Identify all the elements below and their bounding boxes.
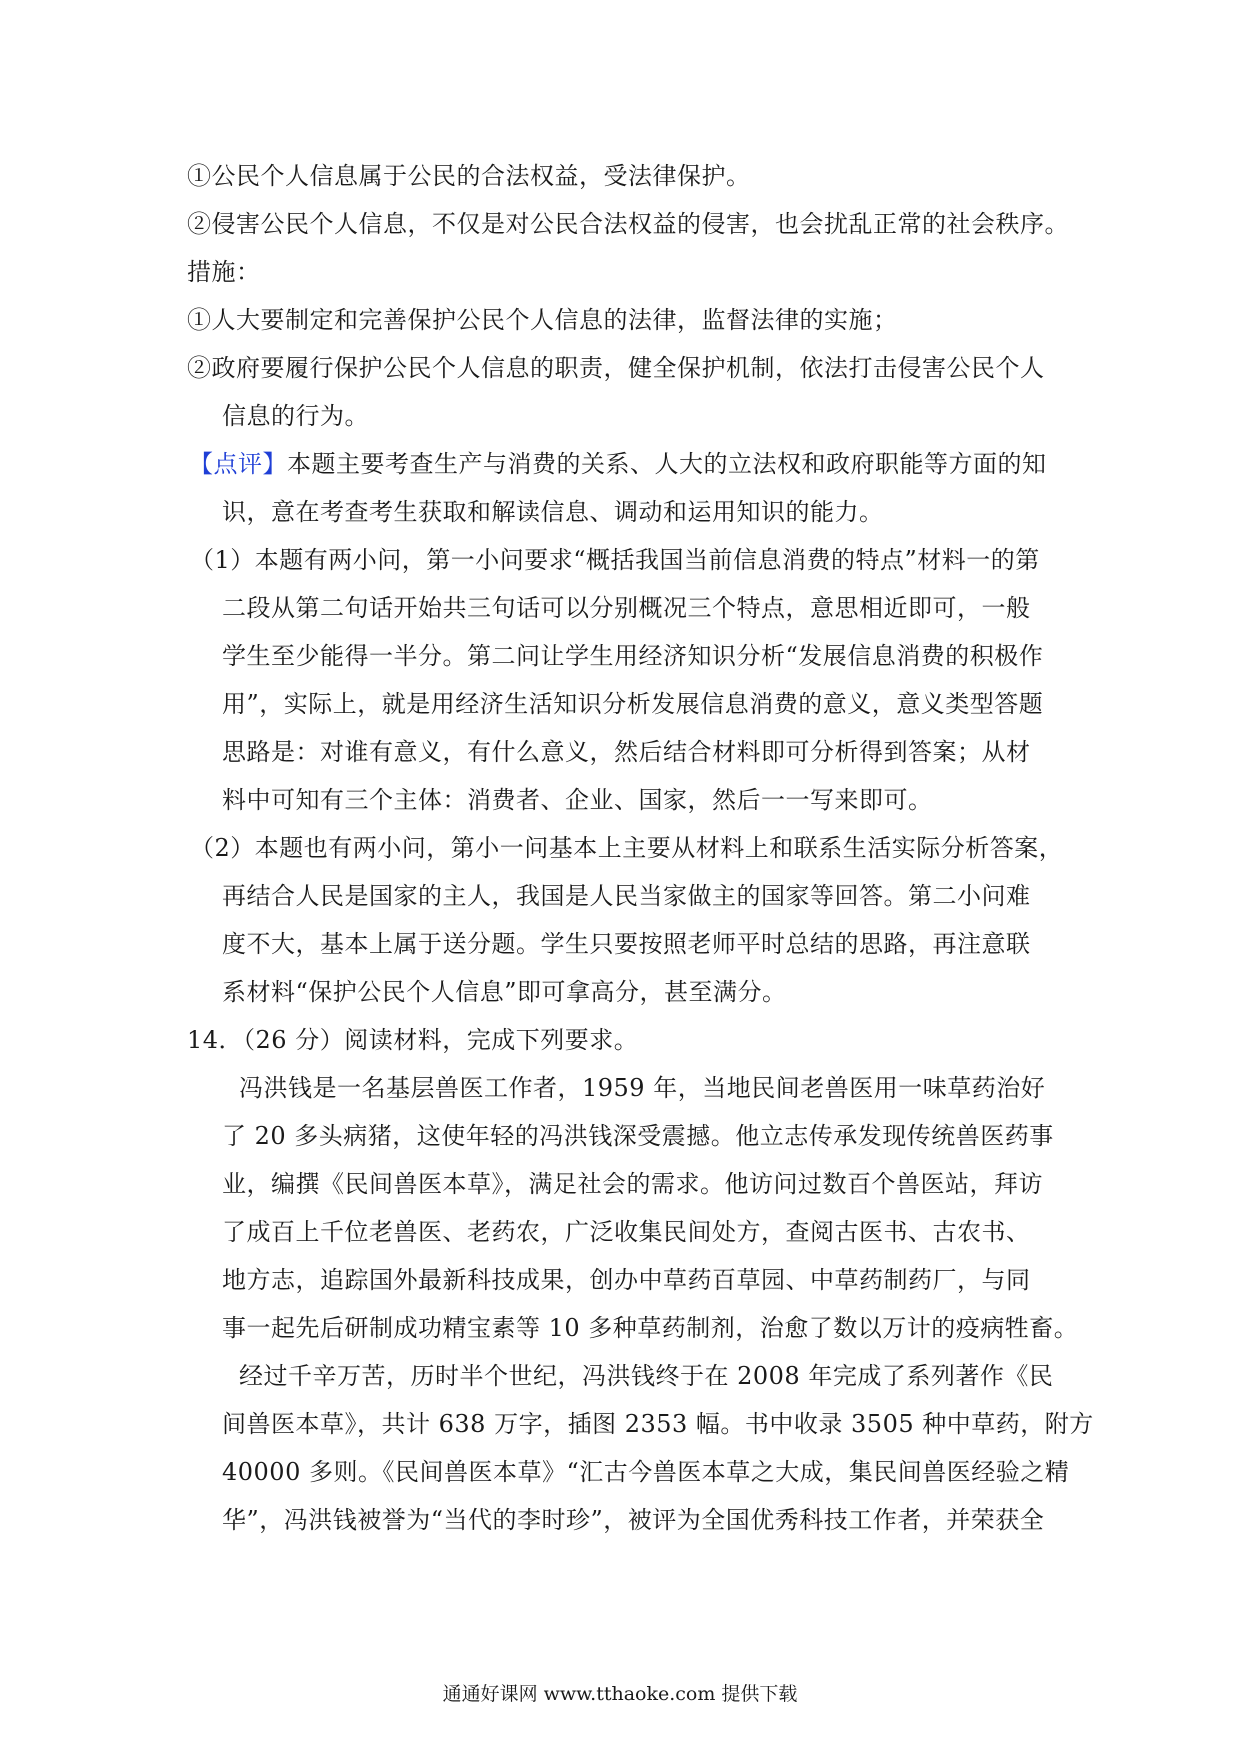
text-line: ①公民个人信息属于公民的合法权益，受法律保护。 [187,162,751,190]
text-line: 信息的行为。 [222,402,369,430]
text-line: 料中可知有三个主体：消费者、企业、国家，然后一一写来即可。 [222,786,933,814]
text-line: ②政府要履行保护公民个人信息的职责，健全保护机制，依法打击侵害公民个人 [187,354,1045,382]
text-line: 业，编撰《民间兽医本草》，满足社会的需求。他访问过数百个兽医站，拜访 [222,1170,1043,1198]
page-footer: 通通好课网 www.tthaoke.com 提供下载 [442,1683,798,1705]
text-line: 华”，冯洪钱被誉为“当代的李时珍”，被评为全国优秀科技工作者，并荣获全 [222,1506,1045,1534]
text-line: （2）本题也有两小问，第小一问基本上主要从材料上和联系生活实际分析答案， [190,834,1064,862]
text-line: ①人大要制定和完善保护公民个人信息的法律，监督法律的实施； [187,306,898,334]
text-line: （1）本题有两小问，第一小问要求“概括我国当前信息消费的特点”材料一的第 [190,546,1040,574]
text-line: 二段从第二句话开始共三句话可以分别概况三个特点，意思相近即可，一般 [222,594,1031,622]
text-line: 了成百上千位老兽医、老药农，广泛收集民间处方，查阅古医书、古农书、 [222,1218,1031,1246]
comment-text: 本题主要考查生产与消费的关系、人大的立法权和政府职能等方面的知 [287,450,1047,478]
text-line: 用”，实际上，就是用经济生活知识分析发展信息消费的意义，意义类型答题 [222,690,1044,718]
text-line: ②侵害公民个人信息，不仅是对公民合法权益的侵害，也会扰乱正常的社会秩序。 [187,210,1069,238]
text-line: 经过千辛万苦，历时半个世纪，冯洪钱终于在 2008 年完成了系列著作《民 [239,1362,1054,1390]
comment-label: 【点评】 [189,450,287,478]
text-line: 识，意在考查考生获取和解读信息、调动和运用知识的能力。 [222,498,884,526]
text-line: 冯洪钱是一名基层兽医工作者，1959 年，当地民间老兽医用一味草药治好 [239,1074,1046,1102]
text-line: 再结合人民是国家的主人，我国是人民当家做主的国家等回答。第二小问难 [222,882,1031,910]
text-line: 措施： [187,258,261,286]
text-line: 事一起先后研制成功精宝素等 10 多种草药制剂，治愈了数以万计的疫病牲畜。 [222,1314,1079,1342]
comment-line [189,449,1047,479]
text-line: 系材料“保护公民个人信息”即可拿高分，甚至满分。 [222,978,787,1006]
text-line: 了 20 多头病猪，这使年轻的冯洪钱深受震撼。他立志传承发现传统兽医药事 [222,1122,1054,1150]
text-line: 40000 多则。《民间兽医本草》“汇古今兽医本草之大成，集民间兽医经验之精 [222,1458,1070,1486]
text-line: 间兽医本草》，共计 638 万字，插图 2353 幅。书中收录 3505 种中草药，附方 [222,1410,1094,1438]
text-line: 度不大，基本上属于送分题。学生只要按照老师平时总结的思路，再注意联 [222,930,1031,958]
text-line: 学生至少能得一半分。第二问让学生用经济知识分析“发展信息消费的积极作 [222,642,1044,670]
text-line: 思路是：对谁有意义，有什么意义，然后结合材料即可分析得到答案；从材 [222,738,1031,766]
text-line: 地方志，追踪国外最新科技成果，创办中草药百草园、中草药制药厂，与同 [222,1266,1031,1294]
question-heading: 14．（26 分）阅读材料，完成下列要求。 [187,1026,639,1054]
